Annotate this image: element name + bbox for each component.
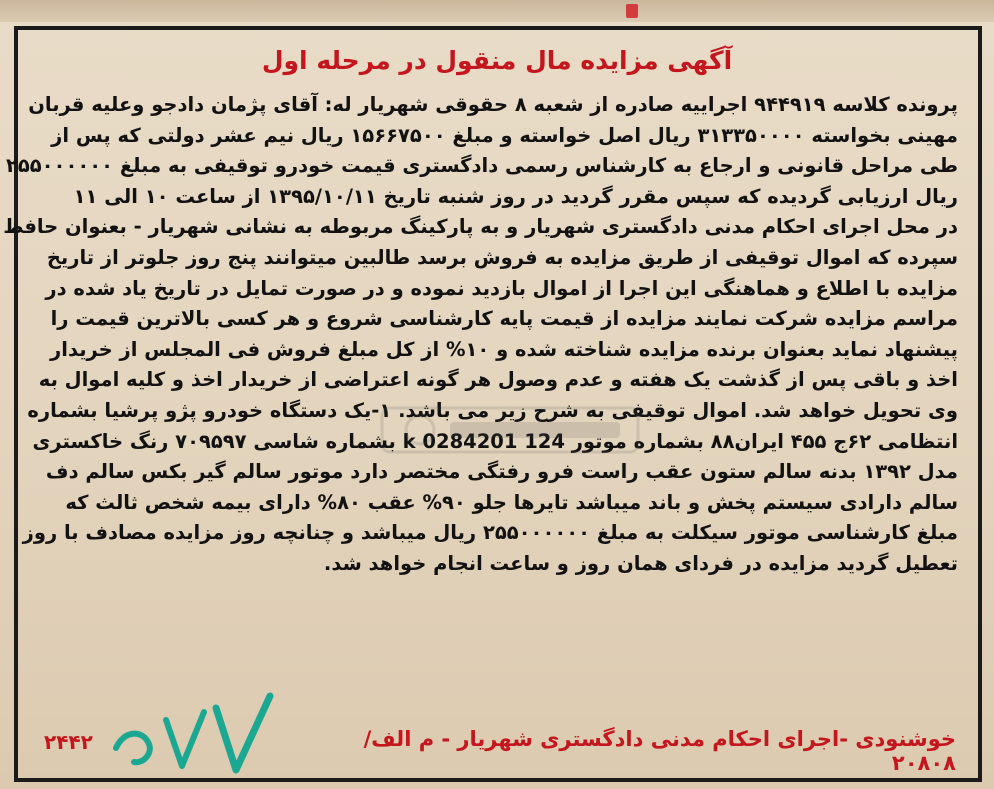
notice-line: اخذ و باقی پس از گذشت یک هفته و عدم وصول هر گونه اعتراضی از خریدار اخذ و کلیه اموال به — [38, 368, 958, 392]
top-paper-edge — [0, 0, 994, 22]
notice-title: آگهی مزایده مال منقول در مرحله اول — [261, 46, 733, 75]
notice-line: انتظامی ۶۲ج ۴۵۵ ایران۸۸ بشماره موتور 124 k 0284201 بشماره شاسی ۷۰۹۵۹۷ رنگ خاکستری — [32, 429, 958, 453]
handwritten-signature — [108, 690, 278, 785]
watermark-logo — [380, 400, 640, 460]
red-edge-mark — [626, 4, 638, 18]
notice-line: مراسم مزایده شرکت نمایند مزایده از قیمت پایه کارشناسی شروع و هر کسی بالاترین قیمت را — [50, 307, 958, 331]
notice-footer: خوشنودی -اجرای احکام مدنی دادگستری شهریار - م الف/۲۰۸۰۸ — [363, 727, 956, 775]
notice-line: وی تحویل خواهد شد. اموال توقیفی به شرح زیر می باشد. ۱-یک دستگاه خودرو پژو پرشیا بشماره — [27, 398, 958, 422]
notice-line: مبلغ کارشناسی موتور سیکلت به مبلغ ۲۵۵۰۰۰۰۰۰ ریال میباشد و چنانچه روز مزایده مصادف با روز — [22, 521, 958, 545]
notice-line: سپرده که اموال توقیفی از طریق مزایده به فروش برسد طالبین میتوانند پنج روز جلوتر از تاریخ — [46, 245, 958, 269]
notice-line: پرونده کلاسه ۹۴۴۹۱۹ اجراییه صادره از شعبه ۸ حقوقی شهریار له: آقای پژمان دادجو وعلیه قربان — [28, 93, 958, 116]
notice-line: تعطیل گردید مزایده در فردای همان روز و ساعت انجام خواهد شد. — [323, 551, 958, 575]
notice-line: مدل ۱۳۹۲ بدنه سالم ستون عقب راست فرو رفتگی مختصر دارد موتور سالم گیر بکس سالم دف — [45, 460, 958, 484]
notice-line: طی مراحل قانونی و ارجاع به کارشناس رسمی دادگستری قیمت خودرو توقیفی به مبلغ ۲۵۵۰۰۰۰۰۰ — [5, 154, 958, 178]
notice-line: پیشنهاد نماید بعنوان برنده مزایده شناخته شده و ۱۰% از کل مبلغ فروش فی المجلس از خریدار — [50, 337, 958, 361]
ad-code: ۲۴۴۲ — [44, 730, 93, 754]
notice-line: سالم دارادی سیستم پخش و باند میباشد تایرها جلو ۹۰% عقب ۸۰% دارای بیمه شخص ثالث که — [65, 490, 958, 514]
notice-line: در محل اجرای احکام مدنی دادگستری شهریار و به پارکینگ مربوطه به نشانی شهریار - بعنوان حافظ — [3, 215, 958, 239]
notice-line: مزایده با اطلاع و هماهنگی این اجرا از اموال بازدید نموده و در صورت تمایل در تاریخ یاد شده در — [45, 276, 958, 300]
notice-line: مهینی بخواسته ۳۱۳۳۵۰۰۰۰ ریال اصل خواسته و مبلغ ۱۵۶۶۷۵۰۰ ریال نیم عشر دولتی که پس از — [51, 123, 958, 147]
notice-line: ریال ارزیابی گردیده که سپس مقرر گردید در روز شنبه تاریخ ۱۳۹۵/۱۰/۱۱ از ساعت ۱۰ الی ۱۱ — [73, 184, 958, 208]
notice-body — [3, 90, 958, 580]
